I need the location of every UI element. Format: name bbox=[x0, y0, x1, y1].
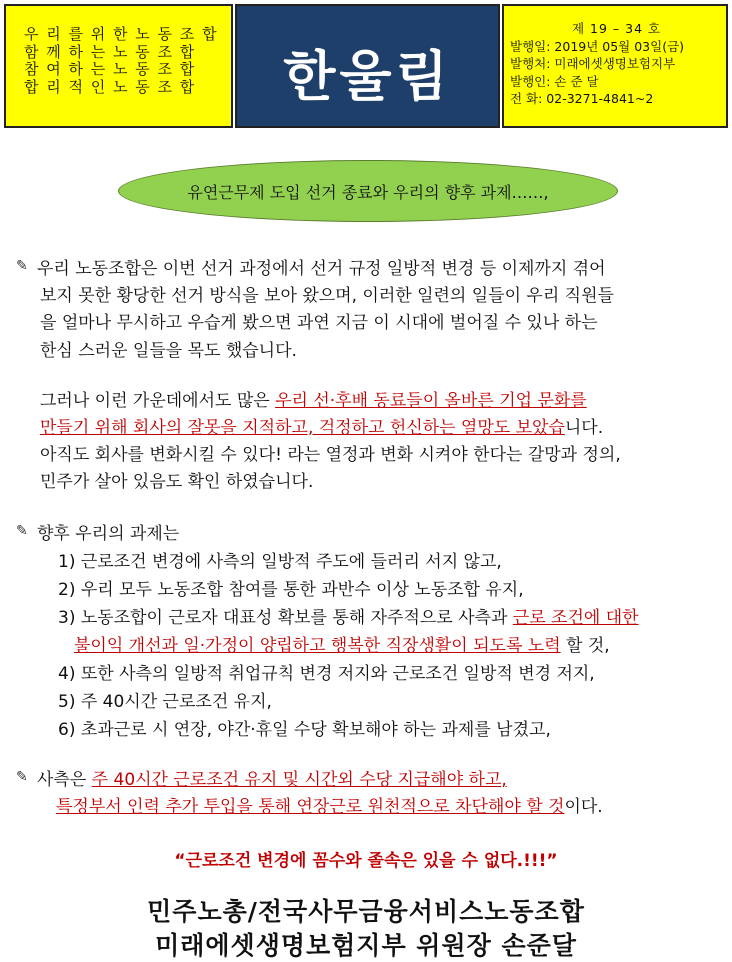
para1-line: 우리 노동조합은 이번 선거 과정에서 선거 규정 일방적 변경 등 이제까지 겪어 bbox=[37, 259, 606, 279]
highlight-text: 만들기 위해 회사의 잘못을 지적하고, 걱정하고 헌신하는 열망도 보았습 bbox=[40, 418, 565, 438]
task-text: 3) 노동조합이 근로자 대표성 확보를 통해 자주적으로 사측과 bbox=[58, 608, 513, 628]
signature-chairman: 미래에셋생명보험지부 위원장 손준달 bbox=[155, 931, 577, 960]
task-item: 1) 근로조건 변경에 사측의 일방적 주도에 들러리 서지 않고, bbox=[58, 552, 502, 572]
para1-line: 한심 스러운 일들을 목도 했습니다. bbox=[40, 341, 297, 361]
closing-quote: “근로조건 변경에 꼼수와 졸속은 있을 수 없다.!!!” bbox=[174, 851, 558, 871]
slogan-line: 합 리 적 인 노 동 조 합 bbox=[24, 77, 196, 96]
tasks-heading: 향후 우리의 과제는 bbox=[37, 524, 180, 544]
task-item: 2) 우리 모두 노동조합 참여를 통한 과반수 이상 노동조합 유지, bbox=[58, 580, 524, 600]
para2-line bbox=[40, 386, 587, 411]
slogan-line: 우 리 를 위 한 노 동 조 합 bbox=[24, 25, 219, 43]
highlight-text: 불이익 개선과 일·가정이 양립하고 행복한 직장생활이 되도록 노력 bbox=[74, 636, 561, 656]
phone: 전 화: 02-3271-4841~2 bbox=[510, 91, 654, 106]
pencil-icon: ✎ bbox=[16, 769, 28, 785]
task-item-continued bbox=[74, 631, 610, 656]
publication-info bbox=[502, 4, 728, 128]
highlight-text: 근로 조건에 대한 bbox=[512, 608, 639, 628]
headline-text: 유연근무제 도입 선거 종료와 우리의 향후 과제……, bbox=[187, 183, 549, 202]
slogan-line: 참 여 하 는 노 동 조 합 bbox=[24, 60, 196, 78]
company-text: 사측은 bbox=[37, 770, 92, 790]
para2-text: 니다. bbox=[564, 418, 604, 438]
pencil-icon: ✎ bbox=[16, 523, 28, 539]
para2-line: 아직도 회사를 변화시킬 수 있다! 라는 열정과 변화 시켜야 한다는 갈망과 정의, bbox=[40, 445, 621, 465]
task-item: 4) 또한 사측의 일방적 취업규칙 변경 저지와 근로조건 일방적 변경 저지, bbox=[58, 664, 595, 684]
newsletter-title: 한울림 bbox=[283, 45, 452, 108]
para2-line bbox=[40, 413, 603, 438]
para1-line: 보지 못한 황당한 선거 방식을 보아 왔으며, 이러한 일련의 일들이 우리 직원들 bbox=[40, 286, 614, 306]
company-line bbox=[37, 765, 507, 790]
publisher: 발행처: 미래에셋생명보험지부 bbox=[510, 56, 676, 71]
masthead bbox=[235, 4, 500, 128]
para1-line: 을 얼마나 무시하고 우습게 봤으면 과연 지금 이 시대에 벌어질 수 있나 하는 bbox=[40, 313, 598, 333]
highlight-text: 주 40시간 근로조건 유지 및 시간외 수당 지급해야 하고, bbox=[91, 770, 507, 790]
para2-line: 민주가 살아 있음도 확인 하였습니다. bbox=[40, 472, 314, 492]
issue-number: 제 19 – 34 호 bbox=[572, 21, 662, 36]
publish-date: 발행일: 2019년 05월 03일(금) bbox=[510, 38, 685, 54]
highlight-text: 특정부서 인력 추가 투입을 통해 연장근로 원천적으로 차단해야 할 것 bbox=[56, 797, 565, 817]
editor: 발행인: 손 준 달 bbox=[510, 73, 599, 89]
task-item: 6) 초과근로 시 연장, 야간·휴일 수당 확보해야 하는 과제를 남겼고, bbox=[58, 720, 551, 740]
task-text: 할 것, bbox=[560, 636, 610, 656]
para2-text: 그러나 이런 가운데에서도 많은 bbox=[40, 391, 276, 411]
pencil-icon: ✎ bbox=[16, 258, 28, 274]
company-text: 이다. bbox=[564, 797, 603, 817]
task-item: 5) 주 40시간 근로조건 유지, bbox=[58, 692, 272, 712]
task-item bbox=[58, 603, 639, 628]
highlight-text: 우리 선·후배 동료들이 올바른 기업 문화를 bbox=[275, 391, 587, 411]
headline-banner bbox=[118, 160, 618, 222]
signature-union: 민주노총/전국사무금융서비스노동조합 bbox=[147, 897, 585, 926]
company-line bbox=[56, 792, 603, 817]
slogan-line: 함 께 하 는 노 동 조 합 bbox=[24, 42, 196, 61]
slogan-box bbox=[4, 4, 233, 128]
